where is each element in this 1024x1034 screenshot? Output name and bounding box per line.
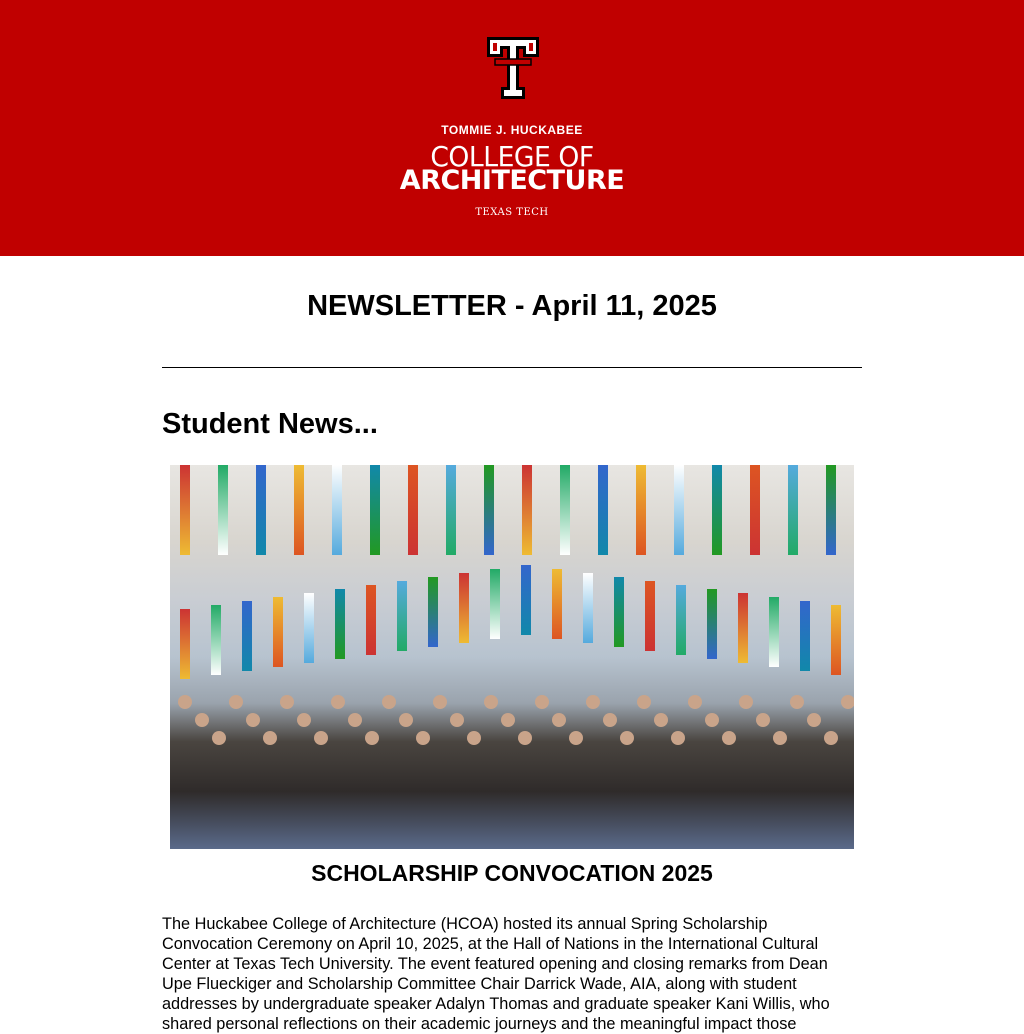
person-decoration — [773, 731, 787, 745]
person-decoration — [331, 695, 345, 709]
flag-decoration — [788, 465, 798, 555]
newsletter-title: NEWSLETTER - April 11, 2025 — [307, 290, 717, 322]
flag-decoration — [294, 465, 304, 555]
flag-decoration — [366, 585, 376, 655]
person-decoration — [637, 695, 651, 709]
flag-decoration — [583, 573, 593, 643]
flag-decoration — [614, 577, 624, 647]
flag-decoration — [370, 465, 380, 555]
person-decoration — [484, 695, 498, 709]
flag-decoration — [242, 601, 252, 671]
flag-decoration — [552, 569, 562, 639]
person-decoration — [620, 731, 634, 745]
section-heading: Student News... — [162, 408, 378, 440]
header-banner — [0, 0, 1024, 256]
person-decoration — [450, 713, 464, 727]
person-decoration — [824, 731, 838, 745]
person-decoration — [229, 695, 243, 709]
person-decoration — [263, 731, 277, 745]
flag-decoration — [484, 465, 494, 555]
person-decoration — [739, 695, 753, 709]
flag-decoration — [180, 609, 190, 679]
flag-decoration — [180, 465, 190, 555]
double-t-logo — [485, 35, 541, 101]
flag-decoration — [826, 465, 836, 555]
flag-decoration — [408, 465, 418, 555]
flag-decoration — [273, 597, 283, 667]
person-decoration — [654, 713, 668, 727]
flag-decoration — [490, 569, 500, 639]
flag-decoration — [521, 565, 531, 635]
flag-decoration — [218, 465, 228, 555]
person-decoration — [501, 713, 515, 727]
flag-decoration — [598, 465, 608, 555]
person-decoration — [467, 731, 481, 745]
person-decoration — [195, 713, 209, 727]
flag-decoration — [459, 573, 469, 643]
flag-decoration — [800, 601, 810, 671]
flag-decoration — [397, 581, 407, 651]
flag-decoration — [712, 465, 722, 555]
person-decoration — [280, 695, 294, 709]
article-caption: SCHOLARSHIP CONVOCATION 2025 — [311, 860, 713, 886]
flag-decoration — [636, 465, 646, 555]
logo-line-1: TOMMIE J. HUCKABEE — [441, 123, 583, 137]
person-decoration — [365, 731, 379, 745]
person-decoration — [552, 713, 566, 727]
flag-decoration — [446, 465, 456, 555]
person-decoration — [297, 713, 311, 727]
flag-decoration — [211, 605, 221, 675]
person-decoration — [518, 731, 532, 745]
person-decoration — [688, 695, 702, 709]
flag-decoration — [831, 605, 841, 675]
person-decoration — [722, 731, 736, 745]
flag-decoration — [676, 585, 686, 655]
flag-decoration — [304, 593, 314, 663]
convocation-photo — [170, 465, 854, 849]
flag-decoration — [332, 465, 342, 555]
flag-decoration — [769, 597, 779, 667]
article-body: The Huckabee College of Architecture (HCOA) hosted its annual Spring Scholarship Convocation Ceremony on April 10, 2025, at the Hall of Nations in the International Cultural Center at Texas Tech University. The event featured opening and closing remarks from Dean Upe Flueckiger and Scholarship Committee Chair Darrick Wade, AIA, along with student addresses by undergraduate speaker Adalyn Thomas and graduate speaker Kani Willis, who shared personal reflections on their academic journeys and the meaningful impact those — [162, 915, 830, 1033]
person-decoration — [416, 731, 430, 745]
logo-line-3: ARCHITECTURE — [399, 165, 625, 196]
flag-decoration — [645, 581, 655, 651]
person-decoration — [433, 695, 447, 709]
person-decoration — [382, 695, 396, 709]
flag-decoration — [738, 593, 748, 663]
person-decoration — [807, 713, 821, 727]
person-decoration — [586, 695, 600, 709]
flag-decoration — [428, 577, 438, 647]
flag-decoration — [335, 589, 345, 659]
person-decoration — [790, 695, 804, 709]
person-decoration — [756, 713, 770, 727]
person-decoration — [348, 713, 362, 727]
flag-decoration — [707, 589, 717, 659]
person-decoration — [705, 713, 719, 727]
divider — [162, 367, 862, 368]
flag-decoration — [750, 465, 760, 555]
flag-decoration — [256, 465, 266, 555]
person-decoration — [603, 713, 617, 727]
person-decoration — [314, 731, 328, 745]
person-decoration — [569, 731, 583, 745]
person-decoration — [671, 731, 685, 745]
person-decoration — [535, 695, 549, 709]
person-decoration — [178, 695, 192, 709]
person-decoration — [399, 713, 413, 727]
flag-decoration — [522, 465, 532, 555]
person-decoration — [841, 695, 854, 709]
logo-line-2: COLLEGE OF — [430, 140, 594, 173]
person-decoration — [212, 731, 226, 745]
flag-decoration — [674, 465, 684, 555]
flag-decoration — [560, 465, 570, 555]
logo-line-4: TEXAS TECH — [475, 207, 549, 218]
person-decoration — [246, 713, 260, 727]
